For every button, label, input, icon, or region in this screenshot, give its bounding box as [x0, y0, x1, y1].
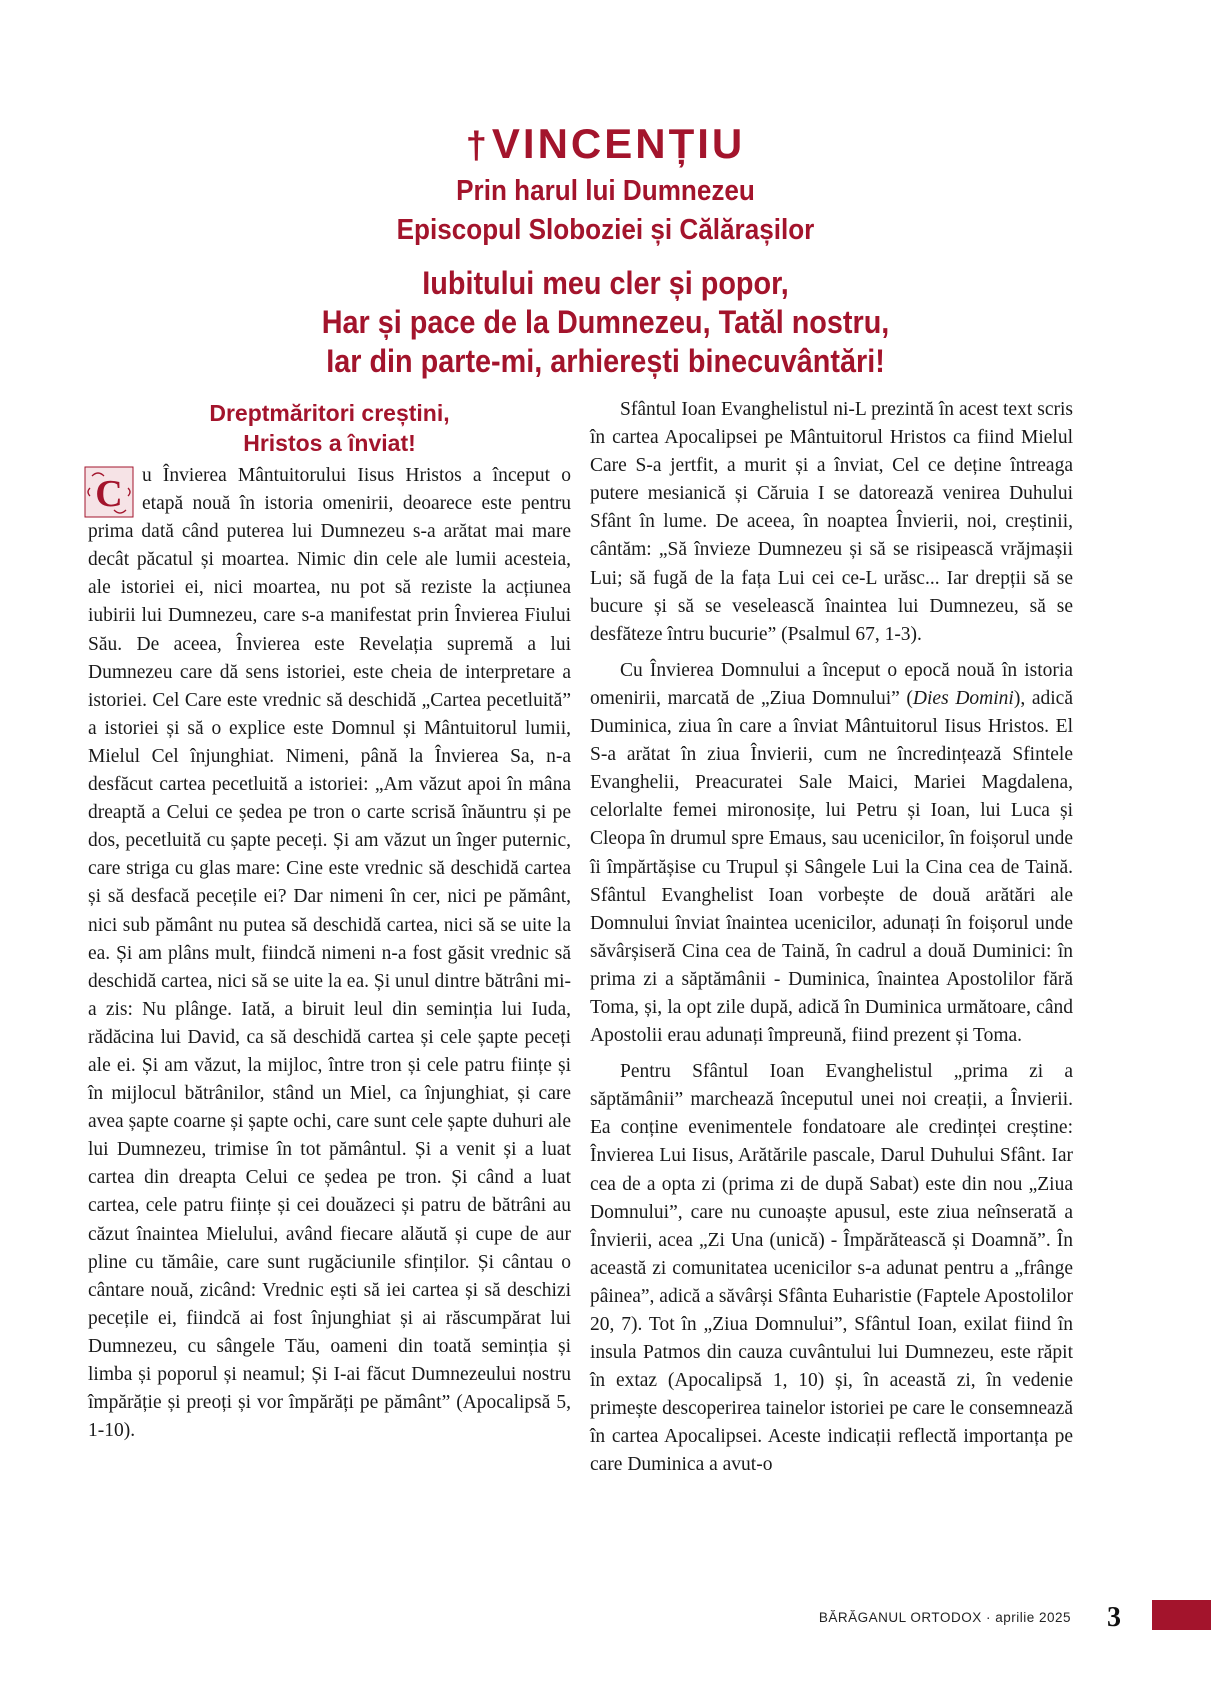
left-column — [88, 398, 571, 1445]
right-column — [590, 396, 1073, 1480]
page-number: 3 — [1107, 1602, 1121, 1633]
publication-info: BĂRĂGANUL ORTODOX · aprilie 2025 — [818, 1610, 1071, 1625]
title-line-2: Episcopul Sloboziei și Călărașilor — [396, 214, 815, 246]
ornament-c-icon — [84, 466, 134, 518]
dropcap-ornament — [84, 466, 134, 518]
left-paragraph-1: C u Învierea Mântuitorului Iisus Hristos a început o etapă nouă în istoria omenirii, deoarece este pentru prima dată când puterea lui Dumnezeu s-a arătat mai mare decât păcatul și moartea. Nimic din cele ale lumii acesteia, ale istoriei ei, nici moartea, nu pot să reziste la acțiunea iubirii lui Dumnezeu, care s-a manifestat prin Învierea Fiului Său. De aceea, Învierea este Revelația supremă a lui Dumnezeu care dă sens istoriei, este cheia de interpretare a istoriei. Cel Care este vrednic să deschidă „Cartea pecetluită” a istoriei și să o explice este Domnul și Mântuitorul lumii, Mielul Cel înjunghiat. Nimeni, până la Învierea Sa, n-a desfăcut cartea pecetluită a istoriei: „Am văzut apoi în mâna dreaptă a Celui ce ședea pe tron o carte scrisă înăuntru și pe dos, pecetluită cu șapte peceți. Și am văzut un înger puternic, care striga cu glas mare: Cine este vrednic să deschidă cartea și să desfacă pecețile ei? Dar nimeni în cer, nici pe pământ, nici sub pământ nu putea să deschidă cartea, nici să se uite la ea. Și am plâns mult, fiindcă nimeni n-a fost găsit vrednic să deschidă cartea, nici să se uite la ea. Și unul dintre bătrâni mi-a zis: Nu plânge. Iată, a biruit leul din seminția lui Iuda, rădăcina lui David, ca să deschidă cartea și cele șapte peceți ale ei. Și am văzut, la mijloc, între tron și cele patru ființe și în mijlocul bătrânilor, stând un Miel, ca înjunghiat, și care avea șapte coarne și șapte ochi, care sunt cele șapte duhuri ale lui Dumnezeu, trimise în tot pământul. Și a venit și a luat cartea din dreapta Celui ce ședea pe tron. Și când a luat cartea, cele patru ființe și cei douăzeci și patru de bătrâni au căzut înaintea Mielului, având fiecare alăută și cupe de aur pline cu tămâie, care sunt rugăciunile sfinților. Și cântau o cântare nouă, zicând: Vrednic ești să iei cartea și să deschizi pecețile ei, fiindcă ai fost înjunghiat și ai răscumpărat lui Dumnezeu, cu sângele Tău, oameni din toată seminția și limba și poporul și neamul; Și I-ai făcut Dumnezeului nostru împărăție și preoți și vor împărăți pe pământ” (Apocalipsă 5, 1-10). — [88, 462, 571, 1445]
cross-icon: † — [465, 125, 490, 167]
svg-text:C: C — [95, 473, 123, 515]
greeting-line-3: Iar din parte-mi, arhierești binecuvântări! — [326, 343, 885, 379]
section-heading: Dreptmăritori creștini, Hristos a înviat! — [209, 400, 450, 456]
right-paragraph-2: Cu Învierea Domnului a început o epocă nouă în istoria omenirii, marcată de „Ziua Domnului” (Dies Domini), adică Duminica, ziua în care a înviat Mântuitorul Iisus Hristos. El S-a arătat în ziua Învierii, cum ne încredințează Sfintele Evanghelii, Preacuratei Sale Maici, Mariei Magdalena, celorlalte femei mironosițe, lui Petru și Ioan, lui Luca și Cleopa în drumul spre Emaus, sau ucenicilor, în foișorul unde îi împărtășise cu Trupul și Sângele Lui la Cina cea de Taină. Sfântul Evanghelist Ioan vorbește de două arătări ale Domnului înviat înaintea ucenicilor, adunați în foișorul unde săvârșiseră Cina cea de Taină, în cadrul a două Duminici: în prima zi a săptămânii - Duminica, înaintea Apostolilor fără Toma, și, la opt zile după, adică în Duminica următoare, când Apostolii erau adunați împreună, fiind prezent și Toma. — [590, 659, 1073, 1047]
greeting — [0, 264, 1211, 381]
letter-header — [0, 118, 1211, 381]
title-line-1: Prin harul lui Dumnezeu — [456, 175, 755, 207]
greeting-line-1: Iubitului meu cler și popor, — [422, 265, 789, 301]
footer-accent-bar — [1152, 1600, 1211, 1630]
bishop-name: †VINCENȚIU — [0, 118, 1211, 172]
right-paragraph-3: Pentru Sfântul Ioan Evanghelistul „prima zi a săptămânii” marchează începutul unei noi creații, a Învierii. Ea conține evenimentele fondatoare ale credinței creștine: Învierea Lui Iisus, Arătările pascale, Darul Duhului Sfânt. Iar cea de a opta zi (prima zi de după Sabat) este din nou „Ziua Domnului”, care nu cunoaște apusul, este ziua neînserată a Învierii, acea „Zi Una (unică) - Împărătească și Doamnă”. În această zi comunitatea ucenicilor s-a adunat pentru a „frânge pâinea”, adică a săvârși Sfânta Euharistie (Faptele Apostolilor 20, 7). Tot în „Ziua Domnului”, Sfântul Ioan, exilat fiind în insula Patmos din cauza cuvântului lui Dumnezeu, este răpit în extaz (Apocalipsă 1, 10) și, în această zi, în vedenie primește descoperirea tainelor istoriei pe care le consemnează în cartea Apocalipsei. Aceste indicații reflectă importanța pe care Duminica a avut-o — [590, 1061, 1073, 1476]
right-paragraph-1: Sfântul Ioan Evanghelistul ni-L prezintă în acest text scris în cartea Apocalipsei pe Mântuitorul Hristos ca fiind Mielul Care S-a jertfit, a murit și a înviat, Cel ce deține întreaga putere mesianică și Căruia I se datorează venirea Duhului Sfânt în lume. De aceea, în noaptea Învierii, noi, creștinii, cântăm: „Să învieze Dumnezeu și să se risipească vrăjmașii Lui; să fugă de la fața Lui cei ce-L urăsc... Iar drepții să se bucure și să se veselească înaintea lui Dumnezeu, să se desfăteze întru bucurie” (Psalmul 67, 1-3). — [590, 399, 1073, 645]
greeting-line-2: Har și pace de la Dumnezeu, Tatăl nostru, — [321, 304, 890, 340]
page-footer — [0, 1600, 1211, 1640]
